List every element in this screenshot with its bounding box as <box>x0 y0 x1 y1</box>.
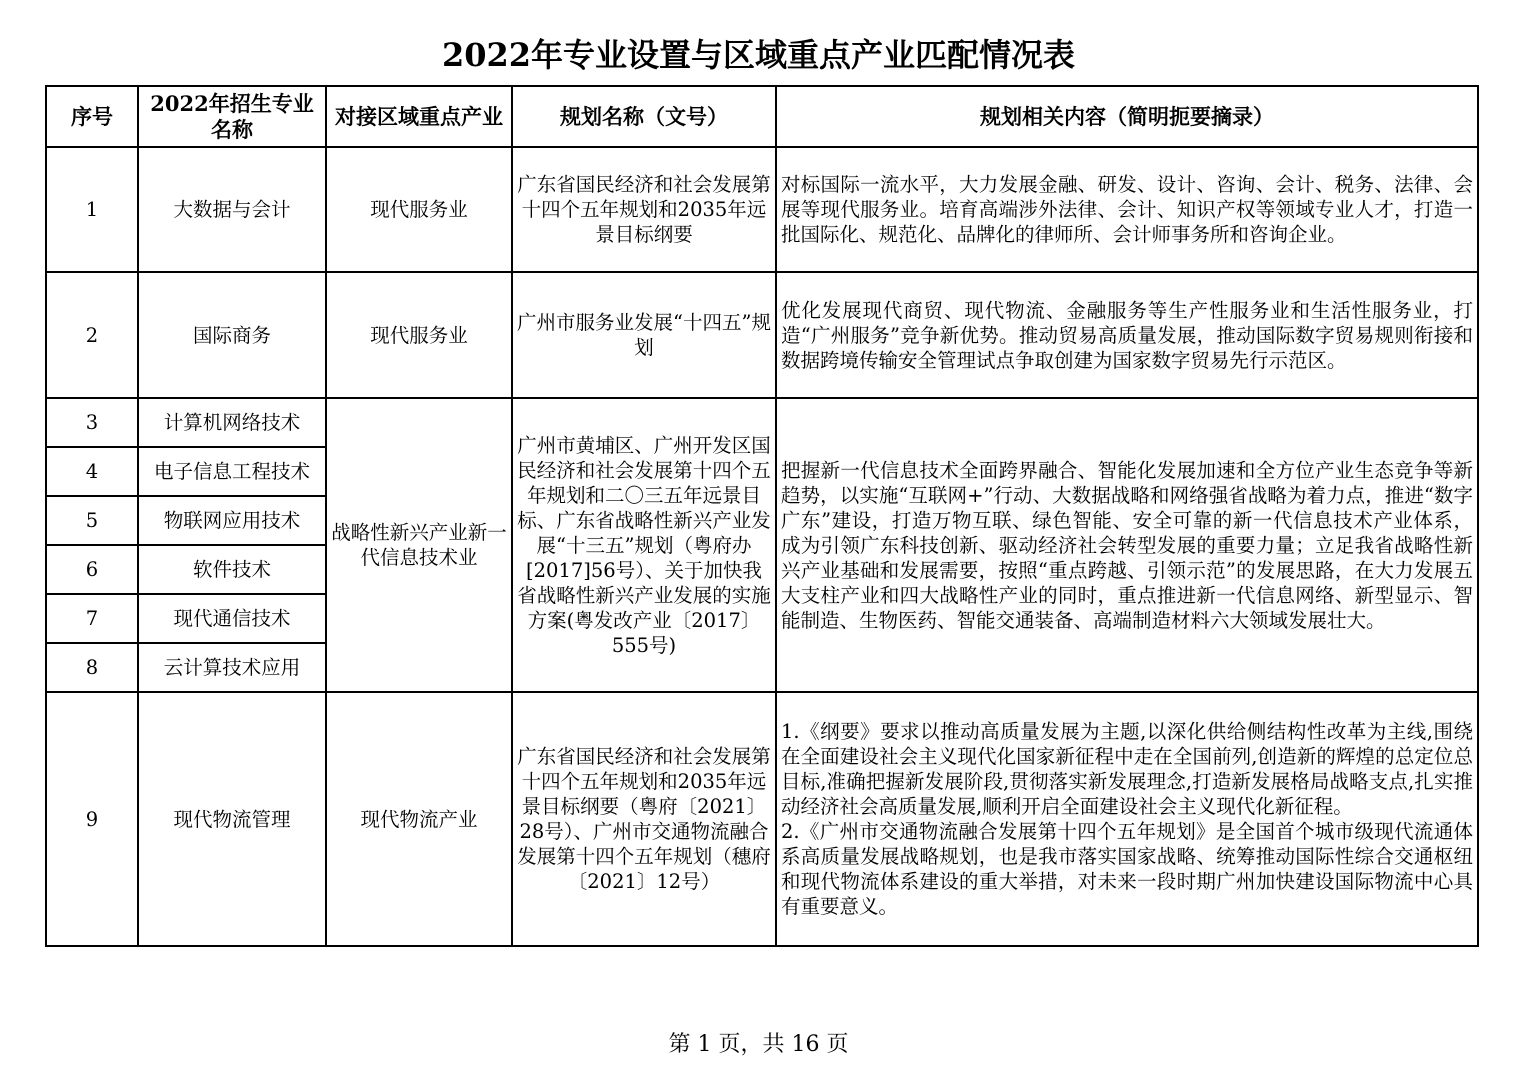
cell-major: 云计算技术应用 <box>138 643 326 692</box>
page-title: 2022年专业设置与区域重点产业匹配情况表 <box>441 36 1076 74</box>
header-row <box>46 86 1478 147</box>
cell-industry: 战略性新兴产业新一代信息技术业 <box>326 398 512 692</box>
table-row <box>46 692 1478 946</box>
page-footer: 第 1 页，共 16 页 <box>668 1032 849 1057</box>
table-row <box>46 147 1478 272</box>
header-industry: 对接区域重点产业 <box>326 86 512 147</box>
cell-plan: 广东省国民经济和社会发展第十四个五年规划和2035年远景目标纲要 <box>512 147 776 272</box>
cell-major: 大数据与会计 <box>138 147 326 272</box>
cell-major: 现代物流管理 <box>138 692 326 946</box>
header-major: 2022年招生专业名称 <box>138 86 326 147</box>
cell-seq: 7 <box>46 594 138 643</box>
cell-seq: 5 <box>46 496 138 545</box>
cell-seq: 9 <box>46 692 138 946</box>
cell-major: 计算机网络技术 <box>138 398 326 447</box>
cell-major: 软件技术 <box>138 545 326 594</box>
header-seq: 序号 <box>46 86 138 147</box>
table-row <box>46 272 1478 398</box>
cell-content: 把握新一代信息技术全面跨界融合、智能化发展加速和全方位产业生态竞争等新趋势，以实施“互联网+”行动、大数据战略和网络强省战略为着力点，推进“数字广东”建设，打造万物互联、绿色智能、安全可靠的新一代信息技术产业体系，成为引领广东科技创新、驱动经济社会转型发展的重要力量；立足我省战略性新兴产业基础和发展需要，按照“重点跨越、引领示范”的发展思路，在大力发展五大支柱产业和四大战略性产业的同时，重点推进新一代信息网络、新型显示、智能制造、生物医药、智能交通装备、高端制造材料六大领域发展壮大。 <box>776 398 1478 692</box>
header-plan: 规划名称（文号） <box>512 86 776 147</box>
cell-industry: 现代物流产业 <box>326 692 512 946</box>
cell-major: 现代通信技术 <box>138 594 326 643</box>
cell-industry: 现代服务业 <box>326 147 512 272</box>
cell-seq: 1 <box>46 147 138 272</box>
cell-major: 物联网应用技术 <box>138 496 326 545</box>
cell-content: 优化发展现代商贸、现代物流、金融服务等生产性服务业和生活性服务业，打造“广州服务”竞争新优势。推动贸易高质量发展，推动国际数字贸易规则衔接和数据跨境传输安全管理试点争取创建为国家数字贸易先行示范区。 <box>776 272 1478 398</box>
cell-content <box>776 692 1478 946</box>
cell-plan: 广东省国民经济和社会发展第十四个五年规划和2035年远景目标纲要（粤府〔2021〕28号）、广州市交通物流融合发展第十四个五年规划（穗府〔2021〕12号） <box>512 692 776 946</box>
cell-seq: 2 <box>46 272 138 398</box>
content-paragraph-1: 1.《纲要》要求以推动高质量发展为主题,以深化供给侧结构性改革为主线,围绕在全面建设社会主义现代化国家新征程中走在全国前列,创造新的辉煌的总定位总目标,准确把握新发展阶段,贯彻落实新发展理念,打造新发展格局战略支点,扎实推动经济社会高质量发展,顺利开启全面建设社会主义现代化新征程。 <box>781 720 1473 818</box>
cell-major: 国际商务 <box>138 272 326 398</box>
matching-table <box>45 85 1479 947</box>
cell-seq: 4 <box>46 447 138 496</box>
cell-seq: 3 <box>46 398 138 447</box>
cell-major: 电子信息工程技术 <box>138 447 326 496</box>
cell-plan: 广州市服务业发展“十四五”规划 <box>512 272 776 398</box>
header-content: 规划相关内容（简明扼要摘录） <box>776 86 1478 147</box>
cell-content: 对标国际一流水平，大力发展金融、研发、设计、咨询、会计、税务、法律、会展等现代服务业。培育高端涉外法律、会计、知识产权等领域专业人才，打造一批国际化、规范化、品牌化的律师所、会计师事务所和咨询企业。 <box>776 147 1478 272</box>
cell-plan: 广州市黄埔区、广州开发区国民经济和社会发展第十四个五年规划和二〇三五年远景目标、广东省战略性新兴产业发展“十三五”规划（粤府办[2017]56号）、关于加快我省战略性新兴产业发展的实施方案(粤发改产业〔2017〕555号) <box>512 398 776 692</box>
content-paragraph-2: 2.《广州市交通物流融合发展第十四个五年规划》是全国首个城市级现代流通体系高质量发展战略规划，也是我市落实国家战略、统筹推动国际性综合交通枢纽和现代物流体系建设的重大举措，对未来一段时期广州加快建设国际物流中心具有重要意义。 <box>781 820 1473 918</box>
cell-seq: 8 <box>46 643 138 692</box>
cell-seq: 6 <box>46 545 138 594</box>
table-row <box>46 398 1478 447</box>
cell-industry: 现代服务业 <box>326 272 512 398</box>
